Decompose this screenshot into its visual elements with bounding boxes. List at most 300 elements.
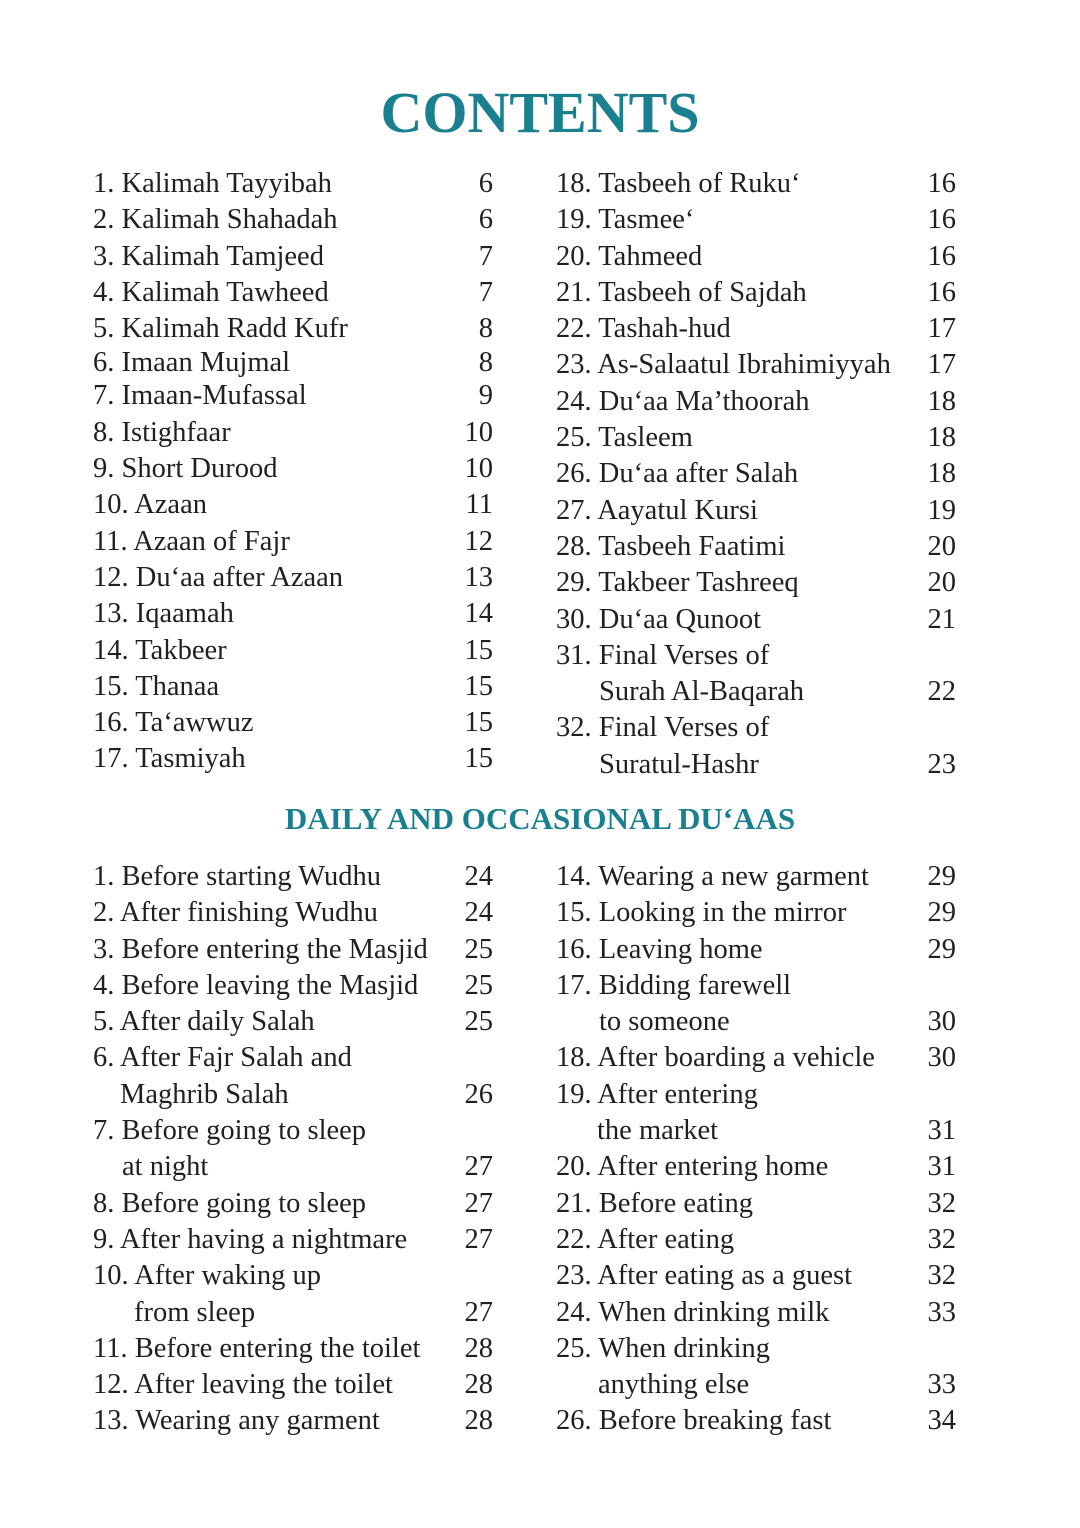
entry-page-number: 15 bbox=[464, 670, 493, 702]
toc-entry bbox=[556, 602, 956, 638]
toc-entry bbox=[93, 378, 493, 414]
entry-title: After having a nightmare bbox=[119, 1223, 408, 1255]
entry-number: 1. bbox=[93, 861, 115, 892]
toc-entry-line bbox=[556, 1149, 956, 1185]
entry-title: When drinking milk bbox=[598, 1296, 830, 1328]
toc-entry-line bbox=[93, 202, 493, 238]
entry-page-number: 18 bbox=[927, 385, 956, 417]
entry-number: 2. bbox=[93, 204, 115, 236]
entry-number: 10. bbox=[93, 489, 129, 521]
toc-entry-line bbox=[556, 932, 956, 968]
entry-number: 16. bbox=[93, 707, 129, 739]
entry-number: 6. bbox=[93, 347, 115, 379]
entry-title: After eating bbox=[597, 1223, 735, 1255]
toc-entry bbox=[556, 529, 956, 565]
entry-title: Wearing any garment bbox=[135, 1405, 380, 1437]
toc-entry-line bbox=[93, 968, 493, 1004]
duaas-list-right bbox=[556, 859, 956, 1440]
entry-title: As-Salaatul Ibrahimiyyah bbox=[597, 349, 891, 381]
entry-page-number: 25 bbox=[464, 969, 493, 1001]
toc-entry bbox=[93, 1331, 493, 1367]
entry-number: 8. bbox=[93, 1187, 115, 1219]
entry-title: After eating as a guest bbox=[597, 1260, 853, 1292]
entry-number: 25. bbox=[556, 422, 592, 454]
toc-entry-line bbox=[556, 493, 956, 529]
entry-page-number: 34 bbox=[927, 1405, 956, 1437]
toc-entry-line bbox=[93, 1258, 493, 1294]
entry-number: 26. bbox=[556, 1405, 592, 1437]
toc-entry bbox=[93, 633, 493, 669]
toc-entry bbox=[93, 487, 493, 523]
toc-entry-line bbox=[556, 1403, 956, 1439]
entry-number: 28. bbox=[556, 530, 592, 562]
entry-page-number: 16 bbox=[927, 168, 956, 199]
toc-entry bbox=[556, 493, 956, 529]
toc-entry-line bbox=[93, 1004, 493, 1040]
entry-title: Leaving home bbox=[598, 933, 763, 965]
entry-number: 18. bbox=[556, 168, 592, 199]
entry-page-number: 27 bbox=[464, 1223, 493, 1255]
toc-entry-line bbox=[556, 1258, 956, 1294]
entry-number: 26. bbox=[556, 458, 592, 490]
entry-title: Ta‘awwuz bbox=[135, 707, 254, 739]
entry-page-number: 10 bbox=[464, 416, 493, 448]
entry-page-number: 29 bbox=[927, 861, 956, 892]
entry-page-number: 31 bbox=[927, 1115, 956, 1147]
entry-title: Before breaking fast bbox=[598, 1405, 832, 1437]
entry-number: 12. bbox=[93, 1369, 129, 1401]
toc-entry bbox=[556, 710, 956, 783]
toc-entry-line bbox=[93, 895, 493, 931]
toc-entry bbox=[556, 202, 956, 238]
toc-entry bbox=[93, 596, 493, 632]
entry-page-number: 16 bbox=[927, 204, 956, 236]
toc-entry bbox=[556, 1040, 956, 1076]
entry-page-number: 29 bbox=[927, 933, 956, 965]
entry-page-number: 28 bbox=[464, 1405, 493, 1437]
toc-entry-line bbox=[93, 932, 493, 968]
entry-title: Bidding farewell bbox=[598, 969, 792, 1001]
entry-number: 3. bbox=[93, 240, 115, 272]
entry-title: Aayatul Kursi bbox=[597, 494, 758, 526]
entry-title-continuation: from sleep bbox=[134, 1296, 256, 1328]
entry-page-number: 6 bbox=[478, 168, 493, 199]
toc-entry-line bbox=[556, 638, 956, 674]
entry-page-number: 27 bbox=[464, 1296, 493, 1328]
entry-number: 3. bbox=[93, 933, 115, 965]
entry-title: After leaving the toilet bbox=[134, 1369, 393, 1401]
entry-page-number: 17 bbox=[927, 349, 956, 381]
toc-entry-line bbox=[93, 311, 493, 347]
contents-list-left bbox=[93, 166, 493, 778]
toc-entry-line bbox=[93, 705, 493, 741]
entry-title-continuation: anything else bbox=[598, 1369, 750, 1401]
toc-entry bbox=[556, 1222, 956, 1258]
entry-number: 23. bbox=[556, 349, 592, 381]
section-title-daily-duaas: DAILY AND OCCASIONAL DU‘AAS bbox=[284, 801, 796, 836]
toc-entry bbox=[93, 669, 493, 705]
entry-title: Tahmeed bbox=[598, 240, 703, 272]
entry-number: 31. bbox=[556, 639, 592, 671]
toc-entry-line bbox=[556, 1040, 956, 1076]
entry-page-number: 21 bbox=[927, 603, 956, 635]
entry-title: Takbeer bbox=[135, 634, 227, 666]
entry-page-number: 15 bbox=[464, 707, 493, 739]
toc-entry bbox=[556, 895, 956, 931]
entry-page-number: 18 bbox=[927, 422, 956, 454]
entry-title: Thanaa bbox=[135, 670, 220, 702]
toc-entry-line bbox=[556, 456, 956, 492]
toc-entry bbox=[93, 741, 493, 777]
toc-entry bbox=[93, 1258, 493, 1331]
toc-entry bbox=[93, 239, 493, 275]
duaas-list-left bbox=[93, 859, 493, 1440]
entry-title: Before starting Wudhu bbox=[121, 861, 382, 892]
toc-entry-line bbox=[93, 451, 493, 487]
entry-title: Tasbeeh Faatimi bbox=[598, 530, 786, 562]
toc-entry-line bbox=[556, 1186, 956, 1222]
toc-entry-line bbox=[556, 1331, 956, 1367]
toc-entry bbox=[556, 638, 956, 711]
entry-number: 14. bbox=[93, 634, 129, 666]
entry-page-number: 13 bbox=[464, 561, 493, 593]
entry-number: 13. bbox=[93, 598, 129, 630]
toc-entry bbox=[93, 451, 493, 487]
entry-page-number: 15 bbox=[464, 634, 493, 666]
entry-number: 9. bbox=[93, 1223, 115, 1255]
entry-title: Tasmee‘ bbox=[598, 204, 695, 236]
entry-title: Short Durood bbox=[121, 453, 278, 485]
entry-number: 27. bbox=[556, 494, 592, 526]
entry-number: 15. bbox=[93, 670, 129, 702]
entry-page-number: 10 bbox=[464, 453, 493, 485]
entry-page-number: 23 bbox=[927, 748, 956, 780]
entry-title-continuation: at night bbox=[122, 1151, 209, 1183]
toc-entry bbox=[556, 456, 956, 492]
entry-page-number: 8 bbox=[478, 347, 493, 379]
entry-number: 19. bbox=[556, 204, 592, 236]
entry-title: Kalimah Shahadah bbox=[121, 204, 338, 236]
entry-page-number: 33 bbox=[927, 1369, 956, 1401]
entry-number: 17. bbox=[93, 743, 129, 775]
entry-title: After finishing Wudhu bbox=[119, 897, 378, 929]
toc-entry bbox=[556, 384, 956, 420]
entry-number: 24. bbox=[556, 385, 592, 417]
toc-entry-line bbox=[93, 669, 493, 705]
toc-entry bbox=[556, 1331, 956, 1404]
contents-list-right bbox=[556, 166, 956, 783]
toc-entry-line bbox=[93, 596, 493, 632]
entry-title: Wearing a new garment bbox=[598, 861, 869, 892]
entry-number: 22. bbox=[556, 313, 592, 345]
entry-title: Takbeer Tashreeq bbox=[598, 567, 799, 599]
entry-page-number: 25 bbox=[464, 1006, 493, 1038]
toc-entry bbox=[556, 1258, 956, 1294]
toc-entry bbox=[93, 166, 493, 202]
entry-page-number: 31 bbox=[927, 1151, 956, 1183]
toc-entry-line bbox=[93, 487, 493, 523]
entry-page-number: 24 bbox=[464, 861, 493, 892]
toc-entry bbox=[93, 1040, 493, 1113]
entry-title: Tasleem bbox=[598, 422, 693, 454]
entry-number: 8. bbox=[93, 416, 115, 448]
toc-entry bbox=[93, 895, 493, 931]
entry-title: After entering home bbox=[597, 1151, 829, 1183]
entry-title-continuation: to someone bbox=[599, 1006, 730, 1038]
toc-entry bbox=[556, 275, 956, 311]
toc-entry-line bbox=[93, 1222, 493, 1258]
toc-entry bbox=[556, 968, 956, 1041]
toc-entry bbox=[93, 968, 493, 1004]
toc-entry bbox=[93, 705, 493, 741]
entry-number: 22. bbox=[556, 1223, 592, 1255]
toc-entry-line bbox=[556, 968, 956, 1004]
toc-entry-line bbox=[556, 565, 956, 601]
toc-entry-line bbox=[93, 1403, 493, 1439]
entry-title: Before entering the toilet bbox=[134, 1332, 421, 1364]
toc-entry-line bbox=[93, 1113, 493, 1149]
entry-number: 29. bbox=[556, 567, 592, 599]
entry-number: 10. bbox=[93, 1260, 129, 1292]
entry-title-continuation: Maghrib Salah bbox=[120, 1078, 289, 1110]
entry-page-number: 14 bbox=[464, 598, 493, 630]
entry-page-number: 26 bbox=[464, 1078, 493, 1110]
entry-number: 25. bbox=[556, 1332, 592, 1364]
entry-page-number: 7 bbox=[478, 240, 493, 272]
entry-number: 32. bbox=[556, 712, 592, 744]
entry-number: 21. bbox=[556, 276, 592, 308]
toc-entry-line bbox=[93, 1331, 493, 1367]
entry-title: Istighfaar bbox=[121, 416, 231, 448]
toc-entry-line bbox=[556, 1222, 956, 1258]
toc-entry-line bbox=[93, 415, 493, 451]
entry-page-number: 12 bbox=[464, 525, 493, 557]
entry-number: 7. bbox=[93, 380, 115, 412]
entry-title: After waking up bbox=[134, 1260, 321, 1292]
entry-title-continuation: the market bbox=[597, 1115, 719, 1147]
entry-number: 4. bbox=[93, 276, 115, 308]
entry-title: Kalimah Tamjeed bbox=[121, 240, 324, 272]
entry-number: 20. bbox=[556, 240, 592, 272]
entry-title: After boarding a vehicle bbox=[597, 1042, 875, 1074]
entry-page-number: 9 bbox=[478, 380, 493, 412]
entry-number: 6. bbox=[93, 1042, 115, 1074]
entry-page-number: 24 bbox=[464, 897, 493, 929]
toc-entry-line bbox=[93, 378, 493, 414]
toc-entry bbox=[556, 311, 956, 347]
toc-entry bbox=[556, 859, 956, 895]
entry-page-number: 6 bbox=[478, 204, 493, 236]
entry-title: Before going to sleep bbox=[121, 1115, 367, 1147]
entry-page-number: 7 bbox=[478, 276, 493, 308]
entry-title: Azaan bbox=[134, 489, 207, 521]
toc-entry-line bbox=[556, 202, 956, 238]
entry-page-number: 8 bbox=[478, 313, 493, 345]
entry-number: 24. bbox=[556, 1296, 592, 1328]
entry-page-number: 30 bbox=[927, 1006, 956, 1038]
entry-title: Tasbeeh of Ruku‘ bbox=[598, 168, 801, 199]
entry-number: 21. bbox=[556, 1187, 592, 1219]
toc-entry-line bbox=[556, 275, 956, 311]
entry-number: 15. bbox=[556, 897, 592, 929]
entry-title: Before going to sleep bbox=[121, 1187, 367, 1219]
entry-number: 20. bbox=[556, 1151, 592, 1183]
entry-title: Azaan of Fajr bbox=[133, 525, 290, 557]
entry-number: 9. bbox=[93, 453, 115, 485]
toc-entry-line bbox=[93, 275, 493, 311]
toc-entry-line bbox=[556, 859, 956, 895]
toc-entry-line bbox=[556, 710, 956, 746]
entry-number: 5. bbox=[93, 313, 115, 345]
toc-entry bbox=[93, 1113, 493, 1186]
toc-entry bbox=[556, 347, 956, 383]
entry-number: 4. bbox=[93, 969, 115, 1001]
entry-number: 13. bbox=[93, 1405, 129, 1437]
toc-entry-line bbox=[93, 859, 493, 895]
toc-entry bbox=[93, 415, 493, 451]
entry-page-number: 30 bbox=[927, 1042, 956, 1074]
toc-entry-line bbox=[556, 311, 956, 347]
entry-title: Tasmiyah bbox=[135, 743, 246, 775]
entry-title: Kalimah Radd Kufr bbox=[121, 313, 348, 345]
entry-number: 1. bbox=[93, 168, 115, 199]
entry-number: 11. bbox=[93, 525, 128, 557]
toc-entry-line bbox=[556, 1077, 956, 1113]
entry-page-number: 17 bbox=[927, 313, 956, 345]
toc-entry bbox=[93, 560, 493, 596]
page-title: CONTENTS bbox=[380, 80, 700, 145]
entry-page-number: 27 bbox=[464, 1187, 493, 1219]
toc-entry-line bbox=[93, 1367, 493, 1403]
toc-entry-line bbox=[556, 420, 956, 456]
entry-number: 5. bbox=[93, 1006, 115, 1038]
toc-entry-line bbox=[556, 239, 956, 275]
toc-entry bbox=[556, 932, 956, 968]
entry-title: Imaan-Mufassal bbox=[121, 380, 307, 412]
entry-number: 7. bbox=[93, 1115, 115, 1147]
entry-title: After Fajr Salah and bbox=[119, 1042, 352, 1074]
entry-title: Final Verses of bbox=[598, 639, 770, 671]
entry-page-number: 25 bbox=[464, 933, 493, 965]
entry-page-number: 27 bbox=[464, 1151, 493, 1183]
entry-title: Kalimah Tayyibah bbox=[121, 168, 332, 199]
entry-page-number: 28 bbox=[464, 1332, 493, 1364]
toc-entry bbox=[93, 347, 493, 378]
entry-page-number: 32 bbox=[927, 1260, 956, 1292]
entry-title: After entering bbox=[597, 1078, 758, 1110]
entry-number: 14. bbox=[556, 861, 592, 892]
toc-entry bbox=[93, 1367, 493, 1403]
toc-entry bbox=[93, 1004, 493, 1040]
toc-entry bbox=[556, 1295, 956, 1331]
entry-page-number: 20 bbox=[927, 530, 956, 562]
entry-number: 23. bbox=[556, 1260, 592, 1292]
entry-title: Du‘aa after Salah bbox=[598, 458, 799, 490]
toc-entry bbox=[556, 420, 956, 456]
toc-entry bbox=[556, 1186, 956, 1222]
entry-page-number: 33 bbox=[927, 1296, 956, 1328]
toc-entry bbox=[556, 1077, 956, 1150]
toc-entry bbox=[556, 1149, 956, 1185]
entry-page-number: 11 bbox=[465, 489, 493, 521]
toc-entry-line bbox=[556, 166, 956, 202]
toc-entry-line bbox=[556, 1295, 956, 1331]
toc-entry-line bbox=[93, 347, 493, 378]
toc-entry-line bbox=[556, 347, 956, 383]
toc-entry-line bbox=[93, 239, 493, 275]
toc-entry bbox=[93, 859, 493, 895]
toc-entry bbox=[556, 565, 956, 601]
toc-entry bbox=[93, 932, 493, 968]
toc-entry-line bbox=[556, 895, 956, 931]
entry-title: When drinking bbox=[598, 1332, 771, 1364]
entry-page-number: 20 bbox=[927, 567, 956, 599]
toc-entry bbox=[93, 1222, 493, 1258]
toc-entry-line bbox=[93, 741, 493, 777]
entry-title: Before eating bbox=[598, 1187, 754, 1219]
entry-page-number: 16 bbox=[927, 276, 956, 308]
toc-entry bbox=[556, 166, 956, 202]
toc-entry bbox=[93, 275, 493, 311]
entry-page-number: 32 bbox=[927, 1187, 956, 1219]
toc-entry-line bbox=[556, 602, 956, 638]
entry-title: Du‘aa after Azaan bbox=[135, 561, 344, 593]
entry-title: Before entering the Masjid bbox=[121, 933, 428, 965]
entry-title: Before leaving the Masjid bbox=[121, 969, 419, 1001]
toc-entry bbox=[93, 311, 493, 347]
entry-title: Imaan Mujmal bbox=[121, 347, 291, 379]
toc-entry bbox=[93, 1403, 493, 1439]
entry-number: 17. bbox=[556, 969, 592, 1001]
entry-number: 16. bbox=[556, 933, 592, 965]
entry-number: 12. bbox=[93, 561, 129, 593]
entry-page-number: 32 bbox=[927, 1223, 956, 1255]
toc-entry-line bbox=[93, 166, 493, 202]
toc-entry-line bbox=[93, 524, 493, 560]
entry-number: 30. bbox=[556, 603, 592, 635]
entry-title: Final Verses of bbox=[598, 712, 770, 744]
entry-number: 18. bbox=[556, 1042, 592, 1074]
entry-page-number: 16 bbox=[927, 240, 956, 272]
toc-entry bbox=[93, 524, 493, 560]
entry-page-number: 18 bbox=[927, 458, 956, 490]
entry-number: 2. bbox=[93, 897, 115, 929]
entry-page-number: 22 bbox=[927, 676, 956, 708]
entry-title-continuation: Surah Al-Baqarah bbox=[599, 676, 804, 708]
entry-title: Du‘aa Qunoot bbox=[598, 603, 761, 635]
entry-title: Iqaamah bbox=[135, 598, 234, 630]
toc-entry bbox=[556, 239, 956, 275]
toc-entry bbox=[556, 1403, 956, 1439]
entry-title: Du‘aa Ma’thoorah bbox=[598, 385, 810, 417]
entry-number: 19. bbox=[556, 1078, 592, 1110]
entry-title: After daily Salah bbox=[119, 1006, 315, 1038]
entry-title: Kalimah Tawheed bbox=[121, 276, 329, 308]
entry-title: Tashah-hud bbox=[598, 313, 731, 345]
entry-page-number: 15 bbox=[464, 743, 493, 775]
entry-title: Tasbeeh of Sajdah bbox=[598, 276, 807, 308]
toc-entry bbox=[93, 1186, 493, 1222]
toc-entry-line bbox=[93, 633, 493, 669]
entry-page-number: 29 bbox=[927, 897, 956, 929]
toc-entry bbox=[93, 202, 493, 238]
entry-title: Looking in the mirror bbox=[598, 897, 847, 929]
toc-entry-line bbox=[556, 384, 956, 420]
entry-page-number: 19 bbox=[927, 494, 956, 526]
toc-entry-line bbox=[93, 1040, 493, 1076]
entry-title-continuation: Suratul-Hashr bbox=[599, 748, 759, 780]
entry-page-number: 28 bbox=[464, 1369, 493, 1401]
